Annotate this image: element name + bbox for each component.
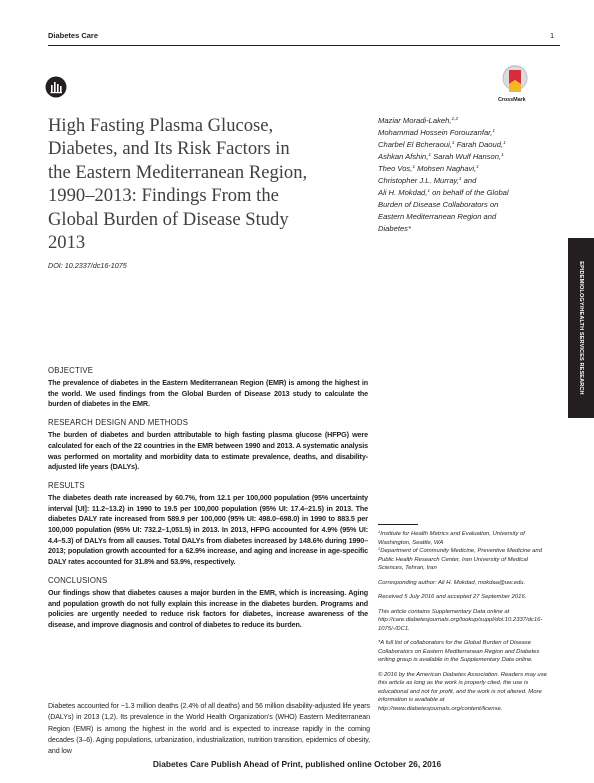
- header-rule: [48, 45, 560, 46]
- author-line: Maziar Moradi-Lakeh,$^{1,2}$: [378, 116, 459, 125]
- received-dates: Received 5 July 2016 and accepted 27 September 2016.: [378, 594, 527, 600]
- results-text: The diabetes death rate increased by 60.7%, from 12.1 per 100,000 population (95% uncertainty interval [UI]: 11.2–13.2) in 1990 to 19.5 per 100,000 population (95% UI: 17.4–21.5) in 2013. The diabetes DALY rate increased from 589.9 per 100,000 (95% UI: 498.0–698.0) in 1990 to 883.5 per 100,000 population (95% UI: 732.2–1,051.5) in 2013. In 2013, HFPG accounted for 4.9% (95% UI: 4.4–5.3) of DALYs from all causes. Total DALYs from diabetes increased by 148.6% during 1990–2013; population growth accounted for a 62.9% increase, and aging and increase in age-specific DALY rates accounted for 31.8% and 53.9%, respectively.: [48, 492, 368, 567]
- author-line: Mohammad Hossein Forouzanfar,$^1$: [378, 128, 496, 137]
- author-line: Burden of Disease Collaborators on: [378, 200, 499, 209]
- title-line: High Fasting Plasma Glucose,: [48, 115, 274, 136]
- abstract: [48, 366, 368, 639]
- author-line: Charbel El Bcheraoui,$^1$ Farah Daoud,$^1$: [378, 140, 506, 149]
- collaborators-note: *A full list of collaborators for the Global Burden of Disease Collaborators on Eastern Mediterranean Region and Diabetes writing group is available in the Supplementary Data online.: [378, 640, 540, 663]
- page-footer: Diabetes Care Publish Ahead of Print, published online October 26, 2016: [152, 759, 442, 769]
- author-line: Diabetes*: [378, 224, 411, 233]
- section-side-tab-label: EPIDEMIOLOGY/HEALTH SERVICES RESEARCH: [578, 261, 584, 395]
- intro-paragraph: Diabetes accounted for ~1.3 million deaths (2.4% of all deaths) and 56 million disability-adjusted life years (DALYs) in 2013 (1,2). Its prevalence in the World Health Organization’s (WHO) Eastern Mediterranean Region (EMR) is among the highest in the world and is expected to increase rapidly in the coming decades (3–6). Aging populations, urbanization, industrialization, nutrition transition, epidemics of obesity, and low: [48, 702, 370, 756]
- corresponding-author: Corresponding author: Ali H. Mokdad, mokdaa@uw.edu.: [378, 579, 526, 586]
- author-list: [378, 115, 548, 235]
- title-line: Diabetes, and Its Risk Factors in: [48, 138, 290, 160]
- page-number: 1: [550, 31, 555, 40]
- affiliation-1: $^1$Institute for Health Metrics and Evaluation, University of Washington, Seattle, WA $^2$Department of Community Medicine, Preventive Medicine and Public Health Research Center, Iran University of Medical Sciences, Tehran, Iran: [378, 529, 542, 571]
- results-heading: RESULTS: [48, 480, 85, 490]
- author-line: Ashkan Afshin,$^1$ Sarah Wulf Hanson,$^1$: [378, 152, 504, 161]
- notes-rule: [378, 524, 418, 525]
- title-line: 2013: [48, 232, 86, 254]
- copyright-note: © 2016 by the American Diabetes Association. Readers may use this article as long as the work is properly cited, the use is educational and not for profit, and the work is not altered. More information is available at http://www.diabetesjournals.org/content/license.: [378, 671, 547, 712]
- crossmark-icon[interactable]: [500, 62, 530, 102]
- doi[interactable]: DOI: 10.2337/dc16-1075: [48, 261, 127, 270]
- author-line: Eastern Mediterranean Region and: [378, 212, 497, 221]
- objective-heading: OBJECTIVE: [48, 366, 94, 375]
- title-line: 1990–2013: Findings From the: [48, 185, 279, 207]
- author-line: Christopher J.L. Murray,$^1$ and: [378, 176, 477, 185]
- open-access-icon: [45, 76, 67, 98]
- article-notes: [378, 530, 554, 719]
- objective-text: The prevalence of diabetes in the Eastern Mediterranean Region (EMR) is among the highest in the world. We used findings from the Global Burden of Disease 2013 study to calculate the burden of diabetes in the EMR.: [48, 378, 368, 409]
- conclusions-heading: CONCLUSIONS: [48, 575, 108, 585]
- methods-text: The burden of diabetes and burden attributable to high fasting plasma glucose (HFPG) were calculated for each of the 22 countries in the EMR between 1990 and 2013. A systematic analysis was performed on mortality and morbidity data to estimate prevalence, deaths, and disability-adjusted life years (DALYs).: [48, 430, 368, 472]
- methods-heading: RESEARCH DESIGN AND METHODS: [48, 418, 189, 428]
- title-line: Global Burden of Disease Study: [48, 208, 289, 230]
- supplementary-note: This article contains Supplementary Data online at http://care.diabetesjournals.org/lookup/suppl/doi:10.2337/dc16-1075/-/DC1.: [378, 608, 543, 632]
- crossmark-label: CrossMark: [498, 97, 526, 103]
- conclusions-text: Our findings show that diabetes causes a major burden in the EMR, which is increasing. Aging and population growth do not fully explain this increase in the diabetes burden. Programs and policies are urgently needed to reduce risk factors for diabetes, increase awareness of the disease, and improve diagnosis and control of diabetes to reduce its burden.: [48, 587, 368, 629]
- section-side-tab: [568, 238, 594, 418]
- journal-name: Diabetes Care: [48, 31, 99, 40]
- author-line: Ali H. Mokdad,$^1$ on behalf of the Global: [378, 188, 509, 197]
- author-line: Theo Vos,$^1$ Mohsen Naghavi,$^1$: [378, 164, 479, 173]
- article-title: [48, 114, 378, 254]
- title-line: the Eastern Mediterranean Region,: [48, 161, 308, 183]
